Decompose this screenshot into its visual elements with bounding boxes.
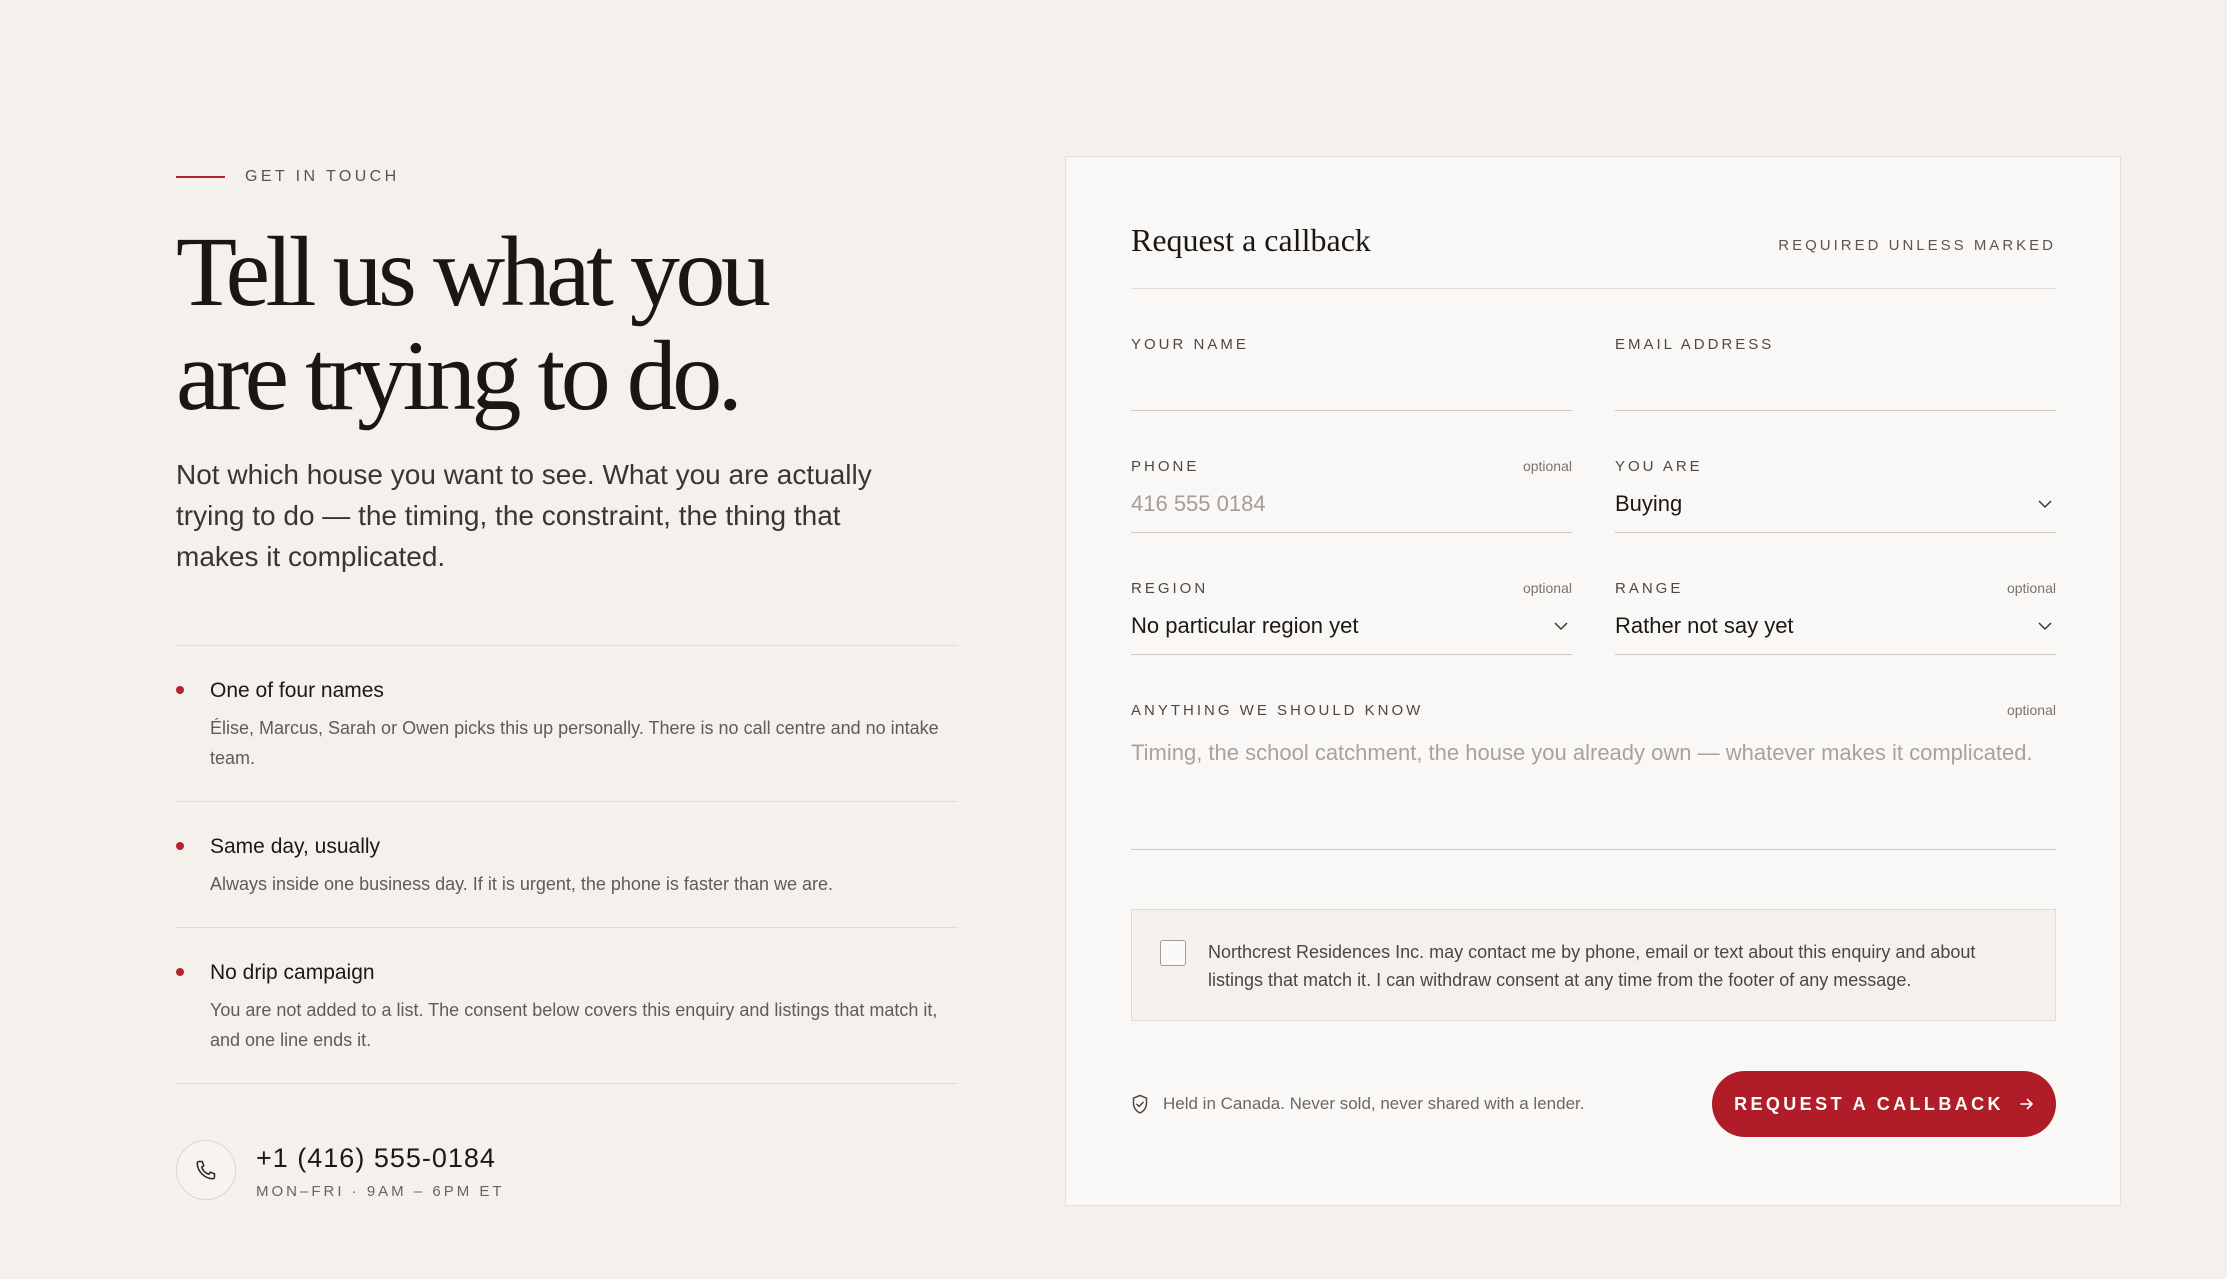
list-item	[176, 928, 958, 1084]
optional-tag: optional	[1522, 458, 1572, 474]
chevron-down-icon	[2038, 500, 2052, 509]
name-input[interactable]	[1131, 369, 1572, 395]
region-field	[1131, 578, 1572, 700]
phone-label: PHONE	[1131, 457, 1200, 475]
you-are-value: Buying	[1615, 491, 1683, 516]
list-item-title: No drip campaign	[210, 961, 375, 984]
list-item-body: Élise, Marcus, Sarah or Owen picks this up personally. There is no call centre and no intake team.	[210, 718, 939, 768]
eyebrow-rule	[176, 176, 225, 178]
consent-checkbox[interactable]	[1160, 940, 1186, 966]
bullet-dot	[176, 968, 184, 976]
range-field	[1615, 578, 2056, 700]
page-title-line-2: are trying to do.	[176, 320, 739, 431]
shield-check-icon	[1131, 1094, 1149, 1115]
form-header	[1131, 157, 2056, 289]
consent-box	[1131, 909, 2056, 1021]
eyebrow	[176, 160, 958, 194]
phone-input[interactable]	[1131, 491, 1572, 517]
list-item-title: One of four names	[210, 679, 384, 702]
intro-section	[176, 160, 958, 1200]
intro-lede: Not which house you want to see. What you are actually trying to do — the timing, the constraint, the thing that makes it complicated.	[176, 459, 872, 572]
you-are-select[interactable]	[1615, 476, 2056, 533]
submit-label: REQUEST A CALLBACK	[1734, 1093, 2004, 1114]
list-item-title: Same day, usually	[210, 835, 381, 858]
promise-list	[176, 645, 958, 1084]
phone-number-link[interactable]: +1 (416) 555-0184	[256, 1142, 496, 1173]
you-are-label: YOU ARE	[1615, 457, 1703, 475]
page-title-line-1: Tell us what you	[176, 216, 767, 327]
form-fields	[1131, 334, 2056, 700]
chevron-down-icon	[1554, 622, 1568, 631]
privacy-note	[1131, 1094, 1584, 1115]
phone-contact	[176, 1140, 958, 1200]
optional-tag: optional	[2006, 702, 2056, 718]
notes-label: ANYTHING WE SHOULD KNOW	[1131, 701, 1424, 719]
name-label: YOUR NAME	[1131, 335, 1249, 353]
email-field	[1615, 334, 2056, 456]
consent-text: Northcrest Residences Inc. may contact me by phone, email or text about this enquiry and about listings that match it. I can withdraw consent at any time from the footer of any message.	[1208, 942, 1976, 990]
bullet-dot	[176, 686, 184, 694]
list-item-body: Always inside one business day. If it is urgent, the phone is faster than we are.	[210, 874, 834, 894]
form-title: Request a callback	[1131, 222, 1371, 258]
notes-field	[1131, 700, 2056, 852]
office-hours: MON–FRI · 9AM – 6PM ET	[256, 1182, 505, 1200]
list-item	[176, 802, 958, 928]
you-are-field	[1615, 456, 2056, 578]
page-title	[176, 216, 958, 431]
phone-field	[1131, 456, 1572, 578]
list-item-body: You are not added to a list. The consent below covers this enquiry and listings that match it, and one line ends it.	[210, 1000, 938, 1050]
region-label: REGION	[1131, 579, 1209, 597]
region-value: No particular region yet	[1131, 613, 1359, 638]
request-callback-button[interactable]	[1712, 1071, 2056, 1137]
range-label: RANGE	[1615, 579, 1684, 597]
email-input[interactable]	[1615, 369, 2056, 395]
range-value: Rather not say yet	[1615, 613, 1794, 638]
phone-icon	[176, 1140, 236, 1200]
list-item	[176, 646, 958, 802]
name-field	[1131, 334, 1572, 456]
required-note: REQUIRED UNLESS MARKED	[1778, 237, 2056, 254]
arrow-right-icon	[2020, 1098, 2034, 1110]
notes-textarea[interactable]	[1131, 728, 2056, 850]
privacy-text: Held in Canada. Never sold, never shared with a lender.	[1163, 1094, 1585, 1113]
range-select[interactable]	[1615, 598, 2056, 655]
optional-tag: optional	[1522, 580, 1572, 596]
region-select[interactable]	[1131, 598, 1572, 655]
callback-form-card	[1065, 156, 2121, 1206]
email-label: EMAIL ADDRESS	[1615, 335, 1775, 353]
bullet-dot	[176, 842, 184, 850]
eyebrow-text: GET IN TOUCH	[245, 168, 400, 185]
form-footer	[1131, 1071, 2056, 1137]
optional-tag: optional	[2006, 580, 2056, 596]
chevron-down-icon	[2038, 622, 2052, 631]
